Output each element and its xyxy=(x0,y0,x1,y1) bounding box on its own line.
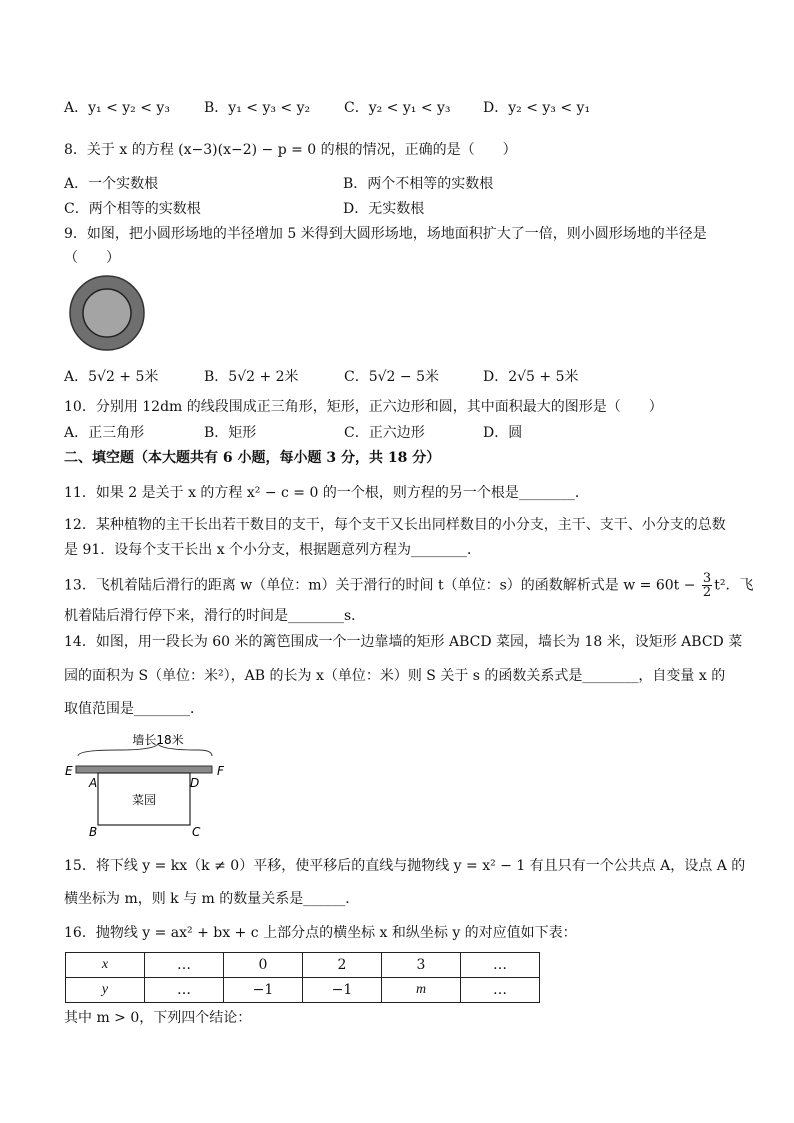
point-c: C xyxy=(192,825,201,839)
table-cell: y xyxy=(66,978,145,1003)
q9-option-c: C．5√2 − 5米 xyxy=(344,369,439,385)
garden-figure xyxy=(62,730,242,842)
table-cell: … xyxy=(461,953,540,978)
point-e: E xyxy=(65,764,73,778)
q9-stem: 9．如图，把小圆形场地的半径增加 5 米得到大圆形场地，场地面积扩大了一倍，则小圆形场地的半径是 xyxy=(64,226,707,242)
table-cell: … xyxy=(145,978,224,1003)
table-row xyxy=(66,953,540,978)
table-row xyxy=(66,978,540,1003)
point-a: A xyxy=(89,776,98,790)
q13-line-2: 机着陆后滑行停下来，滑行的时间是________s． xyxy=(64,608,366,624)
table-cell: −1 xyxy=(224,978,303,1003)
q14-line-2: 园的面积为 S（单位：米²），AB 的长为 x（单位：米）则 S 关于 s 的函数关系式是________，自变量 x 的 xyxy=(64,668,726,684)
table-cell: m xyxy=(382,978,461,1003)
table-cell: … xyxy=(461,978,540,1003)
table-cell: x xyxy=(66,953,145,978)
point-f: F xyxy=(217,764,224,778)
q14-line-1: 14．如图，用一段长为 60 米的篱笆围成一个一边靠墙的矩形 ABCD 菜园，墙长为 18 米，设矩形 ABCD 菜 xyxy=(64,634,743,650)
q10-option-b: B．矩形 xyxy=(204,425,257,441)
table-cell: … xyxy=(145,953,224,978)
q7-option-a: A．y₁ < y₂ < y₃ xyxy=(64,100,170,116)
q13-frac-num: 3 xyxy=(702,571,712,586)
q8-option-c: C．两个相等的实数根 xyxy=(64,201,201,217)
q13-frac-den: 2 xyxy=(702,585,712,600)
table-cell: 3 xyxy=(382,953,461,978)
q10-option-a: A．正三角形 xyxy=(64,425,145,441)
q8-stem: 8．关于 x 的方程 (x−3)(x−2) − p = 0 的根的情况，正确的是（ ） xyxy=(64,142,517,158)
value-table xyxy=(65,952,540,1003)
q8-option-b: B．两个不相等的实数根 xyxy=(343,176,494,192)
q8-option-a: A．一个实数根 xyxy=(64,176,159,192)
table-cell: 0 xyxy=(224,953,303,978)
point-b: B xyxy=(89,825,98,839)
q15-line-2: 横坐标为 m，则 k 与 m 的数量关系是______． xyxy=(64,891,360,907)
q10-stem: 10．分别用 12dm 的线段围成正三角形，矩形，正六边形和圆，其中面积最大的图形是（ ） xyxy=(64,399,663,415)
wall-length-label: 墙长18米 xyxy=(132,733,184,747)
q9-option-a: A．5√2 + 5米 xyxy=(64,369,159,385)
q13-text-tail: t²．飞 xyxy=(714,577,754,594)
q11: 11．如果 2 是关于 x 的方程 x² − c = 0 的一个根，则方程的另一个根是________． xyxy=(64,485,589,501)
q10-option-d: D．圆 xyxy=(483,425,523,441)
q14-line-3: 取值范围是________． xyxy=(64,701,204,717)
q13-text: 13．飞机着陆后滑行的距离 w（单位：m）关于滑行的时间 t（单位：s）的函数解析式是 w = 60t − xyxy=(64,577,700,594)
table-cell: 2 xyxy=(303,953,382,978)
q7-option-b: B．y₁ < y₃ < y₂ xyxy=(204,100,311,116)
q9-option-b: B．5√2 + 2米 xyxy=(204,369,299,385)
section-heading: 二、填空题（本大题共有 6 小题，每小题 3 分，共 18 分） xyxy=(64,450,441,466)
q7-option-c: C．y₂ < y₁ < y₃ xyxy=(344,100,451,116)
q15-line-1: 15．将下线 y = kx（k ≠ 0）平移，使平移后的直线与抛物线 y = x² − 1 有且只有一个公共点 A，设点 A 的 xyxy=(64,858,746,874)
garden-label: 菜园 xyxy=(131,793,157,807)
q12-line-1: 12．某种植物的主干长出若干数目的支干，每个支干又长出同样数目的小分支，主干、支干、小分支的总数 xyxy=(64,517,726,533)
q9-option-d: D．2√5 + 5米 xyxy=(483,369,579,385)
q12-line-2: 是 91．设每个支干长出 x 个小分支，根据题意列方程为________． xyxy=(64,542,482,558)
table-cell: −1 xyxy=(303,978,382,1003)
q9-paren: （ ） xyxy=(64,250,120,266)
q16-stem: 16．抛物线 y = ax² + bx + c 上部分点的横坐标 x 和纵坐标 y 的对应值如下表： xyxy=(64,925,577,941)
q16-tail: 其中 m > 0，下列四个结论： xyxy=(64,1010,252,1026)
q13-fraction xyxy=(702,572,712,599)
q13-line-1 xyxy=(64,572,753,599)
q7-option-d: D．y₂ < y₃ < y₁ xyxy=(483,100,591,116)
q8-option-d: D．无实数根 xyxy=(343,201,425,217)
q10-option-c: C．正六边形 xyxy=(344,425,425,441)
concentric-circles-figure xyxy=(68,274,148,354)
point-d: D xyxy=(190,776,200,790)
wall xyxy=(76,766,212,773)
small-circle xyxy=(83,289,131,337)
